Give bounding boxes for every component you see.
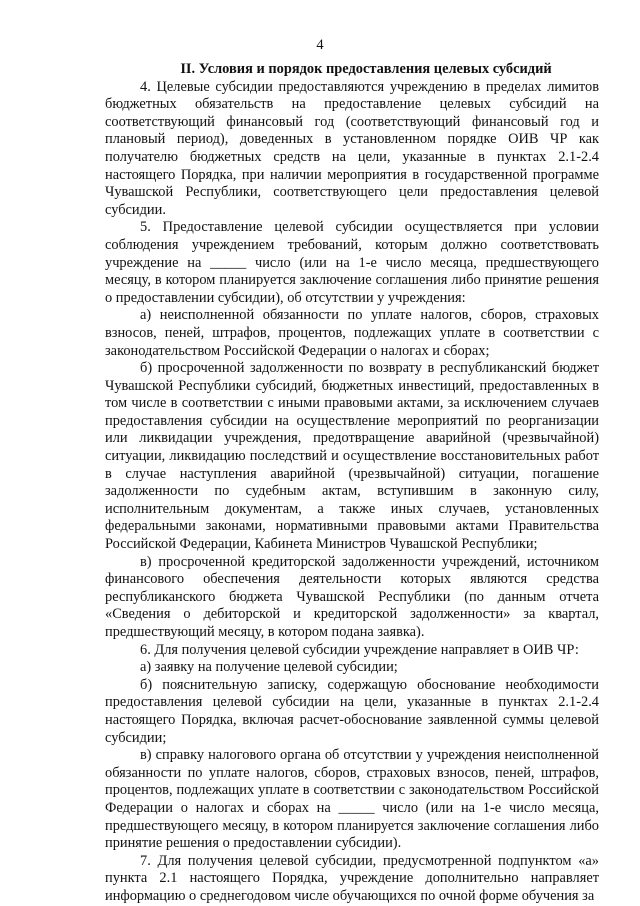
section-heading: II. Условия и порядок предоставления целевых субсидий: [180, 61, 552, 77]
paragraph-5: 5. Предоставление целевой субсидии осуществляется при условии соблюдения учреждением требований, которым должно соответствовать учреждение на _____ число (или на 1-е число месяца, предшествующего месяцу, в котором планируется заключение соглашения либо принятие решения о предоставлении субсидии), об отсутствии у учреждения:: [105, 219, 599, 306]
paragraph-6v: в) справку налогового органа об отсутствии у учреждения неисполненной обязанности по уплате налогов, сборов, страховых взносов, пеней, штрафов, процентов, подлежащих уплате в соответствии с законодательством Российской Федерации о налогах и сборах на _____ число (или на 1-е число месяца, предшествующего месяцу, в котором планируется заключение соглашения либо принятие решения о предоставлении субсидии).: [105, 747, 599, 852]
paragraph-5v: в) просроченной кредиторской задолженности учреждений, источником финансового обеспечения деятельности которых являются средства республиканского бюджета Чувашской Республики (по данным отчета «Сведения о дебиторской и кредиторской задолженности» за квартал, предшествующий месяцу, в котором подана заявка).: [105, 553, 599, 640]
paragraph-5a: а) неисполненной обязанности по уплате налогов, сборов, страховых взносов, пеней, штрафов, процентов, подлежащих уплате в соответствии с законодательством Российской Федерации о налогах и сборах;: [105, 307, 599, 359]
paragraph-4: 4. Целевые субсидии предоставляются учреждению в пределах лимитов бюджетных обязательств на предоставление целевых субсидий на соответствующий финансовый год (соответствующий финансовый год и плановый период), доведенных в установленном порядке ОИВ ЧР как получателю бюджетных средств на цели, указанные в пунктах 2.1-2.4 настоящего Порядка, при наличии мероприятия в государственной программе Чувашской Республики, соответствующего цели предоставления целевой субсидии.: [105, 78, 599, 218]
page-number: 4: [316, 37, 324, 53]
paragraph-6a: а) заявку на получение целевой субсидии;: [140, 659, 398, 676]
paragraph-7: 7. Для получения целевой субсидии, предусмотренной подпунктом «а» пункта 2.1 настоящего Порядка, учреждение дополнительно направляет информацию о среднегодовом числе обучающихся по очной форме обучения за: [105, 852, 599, 904]
paragraph-6b: б) пояснительную записку, содержащую обоснование необходимости предоставления целевой субсидии на цели, указанные в пунктах 2.1-2.4 настоящего Порядка, включая расчет-обоснование заявленной суммы целевой субсидии;: [105, 676, 599, 746]
paragraph-5b: б) просроченной задолженности по возврату в республиканский бюджет Чувашской Республики субсидий, бюджетных инвестиций, предоставленных в том числе в соответствии с иными правовыми актами, за исключением случаев предоставления субсидии на осуществление мероприятий по реорганизации или ликвидации учреждения, предотвращение аварийной (чрезвычайной) ситуации, ликвидацию последствий и осуществление восстановительных работ в случае наступления аварийной (чрезвычайной) ситуации, погашение задолженности по судебным актам, вступившим в законную силу, исполнительным документам, а также иных случаев, установленных федеральными законами, нормативными правовыми актами Правительства Российской Федерации, Кабинета Министров Чувашской Республики;: [105, 360, 599, 553]
document-body: [105, 61, 599, 906]
paragraph-6: 6. Для получения целевой субсидии учреждение направляет в ОИВ ЧР:: [140, 641, 579, 658]
